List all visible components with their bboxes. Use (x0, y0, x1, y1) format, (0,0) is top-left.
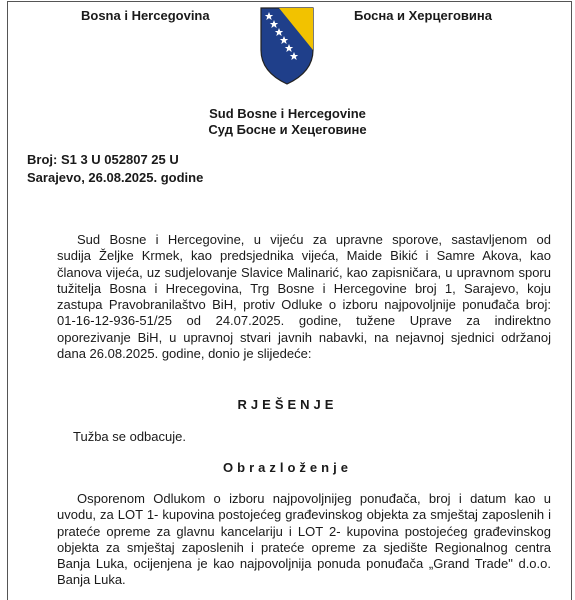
intro-line: zastupa Pravobranilaštvo BiH, protiv Odluke o izboru najpovoljnije ponuđača broj: (57, 297, 551, 313)
coat-of-arms-icon (257, 6, 317, 86)
intro-line: članova vijeća, uz sudjelovanje Slavice Malinarić, kao zapisničara, u upravnom sporu (57, 264, 551, 280)
page-border-left (7, 1, 8, 600)
reasoning-line: objekta za smještaj zaposlenih i prateće opreme za sjedište Regionalnog centra (57, 539, 551, 555)
header-country-cyrillic: Босна и Херцеговина (354, 8, 492, 23)
intro-paragraph (57, 232, 551, 362)
court-name-cyrillic: Суд Босне и Хецеговине (208, 122, 367, 137)
intro-line: tužitelja Bosna i Hrecegovina, Trg Bosne i Hercegovine broj 1, Sarajevo, koju (57, 280, 551, 296)
place-and-date: Sarajevo, 26.08.2025. godine (27, 170, 204, 185)
intro-line: sudija Željke Krmek, kao predsjednika vijeća, Maide Bikić i Samre Akova, kao (57, 248, 551, 264)
ruling-text: Tužba se odbacuje. (73, 429, 186, 444)
intro-line: dana 26.08.2025. godine, donio je slijedeće: (57, 346, 312, 362)
reasoning-title: Obrazloženje (223, 460, 352, 475)
reasoning-line: Banja Luka. (57, 572, 126, 588)
court-name-latin: Sud Bosne i Hercegovine (209, 106, 366, 121)
reasoning-line: prateće opreme za glavnu kancelariju i LOT 2- kupovina postojećeg građevinskog (57, 523, 551, 539)
page-border-top (7, 1, 572, 2)
intro-line: 01-16-12-936-51/25 od 24.07.2025. godine, tužene Uprave za indirektno (57, 313, 551, 329)
reasoning-line: uvodu, za LOT 1- kupovina postojećeg građevinskog objekta za smještaj zaposlenih i (57, 507, 551, 523)
case-number: Broj: S1 3 U 052807 25 U (27, 152, 179, 167)
reasoning-line: Osporenom Odlukom o izboru najpovoljnijeg ponuđača, broj i datum kao u (77, 491, 551, 506)
ruling-title: RJEŠENJE (237, 397, 338, 412)
header-country-latin: Bosna i Hercegovina (81, 8, 210, 23)
reasoning-paragraph (57, 491, 551, 589)
reasoning-line: Banja Luka, ocijenjena je kao najpovoljnija ponuda ponuđača „Grand Trade" d.o.o. (57, 556, 551, 572)
intro-line: oporezivanje BiH, u upravnoj stvari javnih nabavki, na nejavnoj sjednici održanoj (57, 329, 551, 345)
page-border-right (571, 1, 572, 600)
intro-line: Sud Bosne i Hercegovine, u vijeću za upravne sporove, sastavljenom od (77, 232, 551, 247)
